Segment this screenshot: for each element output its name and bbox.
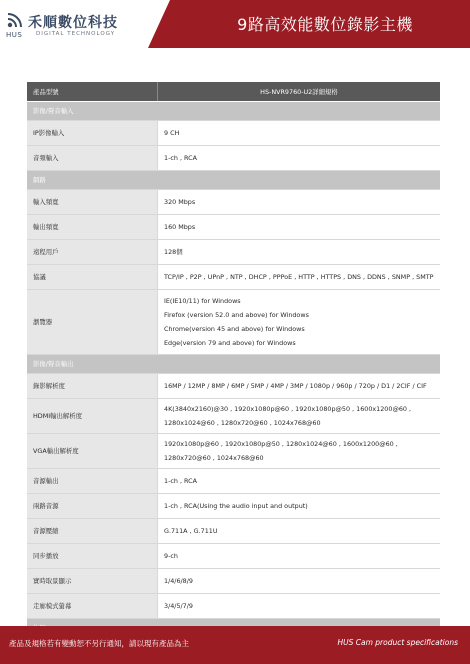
spec-value: 160 Mbps	[158, 215, 441, 240]
spec-value	[158, 399, 441, 434]
spec-row	[27, 190, 440, 215]
spec-value-line: Edge(version 79 and above) for Windows	[164, 339, 296, 347]
spec-value-line: Firefox (version 52.0 and above) for Windows	[164, 311, 309, 319]
spec-value: 16MP / 12MP / 8MP / 6MP / 5MP / 4MP / 3MP / 1080p / 960p / 720p / D1 / 2CIF / CIF	[158, 374, 441, 399]
spec-value: 320 Mbps	[158, 190, 441, 215]
spec-value: 1/4/6/8/9	[158, 569, 441, 594]
spec-row	[27, 374, 440, 399]
spec-value: 9-ch	[158, 544, 441, 569]
spec-value: TCP/IP , P2P , UPnP , NTP , DHCP , PPPoE , HTTP , HTTPS , DNS , DDNS , SNMP , SMTP	[158, 265, 441, 290]
spec-label: 同步播放	[27, 544, 158, 569]
section-title: 網路	[27, 171, 440, 190]
spec-value-line: 1920x1080p@60 , 1920x1080p@50 , 1280x1024@60 , 1600x1200@60 ,	[164, 440, 398, 448]
page-title: 9路高效能數位錄影主機	[237, 15, 413, 34]
spec-label: 音源壓縮	[27, 519, 158, 544]
spec-row	[27, 434, 440, 469]
spec-value	[158, 290, 441, 355]
page-footer	[0, 626, 470, 664]
spec-row	[27, 544, 440, 569]
spec-label: 瀏覽器	[27, 290, 158, 355]
spec-value: 1-ch , RCA	[158, 146, 441, 171]
spec-row	[27, 290, 440, 355]
spec-row	[27, 594, 440, 619]
spec-label: 兩路音源	[27, 494, 158, 519]
spec-row	[27, 265, 440, 290]
spec-value	[158, 434, 441, 469]
model-value: HS-NVR9760-U2詳細規格	[158, 82, 441, 102]
spec-value: 3/4/5/7/9	[158, 594, 441, 619]
spec-label: 遠程用戶	[27, 240, 158, 265]
spec-value: 128個	[158, 240, 441, 265]
spec-value: 1-ch , RCA(Using the audio input and output)	[158, 494, 441, 519]
brand-hus: HUS	[6, 31, 23, 39]
page-header	[0, 0, 470, 48]
section-header-row	[27, 171, 440, 190]
spec-value-line: 1280x1024@60 , 1280x720@60 , 1024x768@60	[164, 419, 321, 427]
spec-table	[27, 82, 440, 663]
section-header-row	[27, 102, 440, 121]
spec-label: 實時取景顯示	[27, 569, 158, 594]
spec-label: 協議	[27, 265, 158, 290]
footer-brand-note: HUS Cam product specifications	[337, 638, 458, 647]
spec-row	[27, 240, 440, 265]
signal-logo-icon	[6, 11, 24, 29]
spec-value-line: IE(IE10/11) for Windows	[164, 297, 241, 305]
spec-value: G.711A , G.711U	[158, 519, 441, 544]
spec-value: 1-ch , RCA	[158, 469, 441, 494]
spec-label: HDMI輸出解析度	[27, 399, 158, 434]
spec-row	[27, 215, 440, 240]
brand-logo	[6, 11, 146, 41]
section-title: 影像/聲音輸入	[27, 102, 440, 121]
spec-label: 走廊模式螢幕	[27, 594, 158, 619]
spec-value-line: 4K(3840x2160)@30 , 1920x1080p@60 , 1920x1080p@50 , 1600x1200@60 ,	[164, 405, 412, 413]
table-header-row	[27, 82, 440, 102]
brand-tagline: DIGITAL TECHNOLOGY	[36, 31, 116, 37]
spec-label: 音源輸出	[27, 469, 158, 494]
spec-label: 輸入頻寬	[27, 190, 158, 215]
spec-row	[27, 121, 440, 146]
spec-row	[27, 399, 440, 434]
spec-value: 9 CH	[158, 121, 441, 146]
section-header-row	[27, 355, 440, 374]
spec-label: 輸出頻寬	[27, 215, 158, 240]
spec-label: IP影像輸入	[27, 121, 158, 146]
spec-label: 音頻輸入	[27, 146, 158, 171]
spec-label: 錄影解析度	[27, 374, 158, 399]
spec-label: VGA輸出解析度	[27, 434, 158, 469]
spec-value-line: Chrome(version 45 and above) for Windows	[164, 325, 305, 333]
spec-row	[27, 519, 440, 544]
spec-row	[27, 569, 440, 594]
model-label: 產品型號	[27, 82, 158, 102]
spec-row	[27, 469, 440, 494]
brand-name: 禾順數位科技	[28, 15, 118, 31]
section-title: 影像/聲音輸出	[27, 355, 440, 374]
spec-row	[27, 494, 440, 519]
footer-disclaimer: 產品及規格若有變動恕不另行通知，請以現有產品為主	[9, 639, 189, 648]
spec-value-line: 1280x720@60 , 1024x768@60	[164, 454, 264, 462]
spec-row	[27, 146, 440, 171]
